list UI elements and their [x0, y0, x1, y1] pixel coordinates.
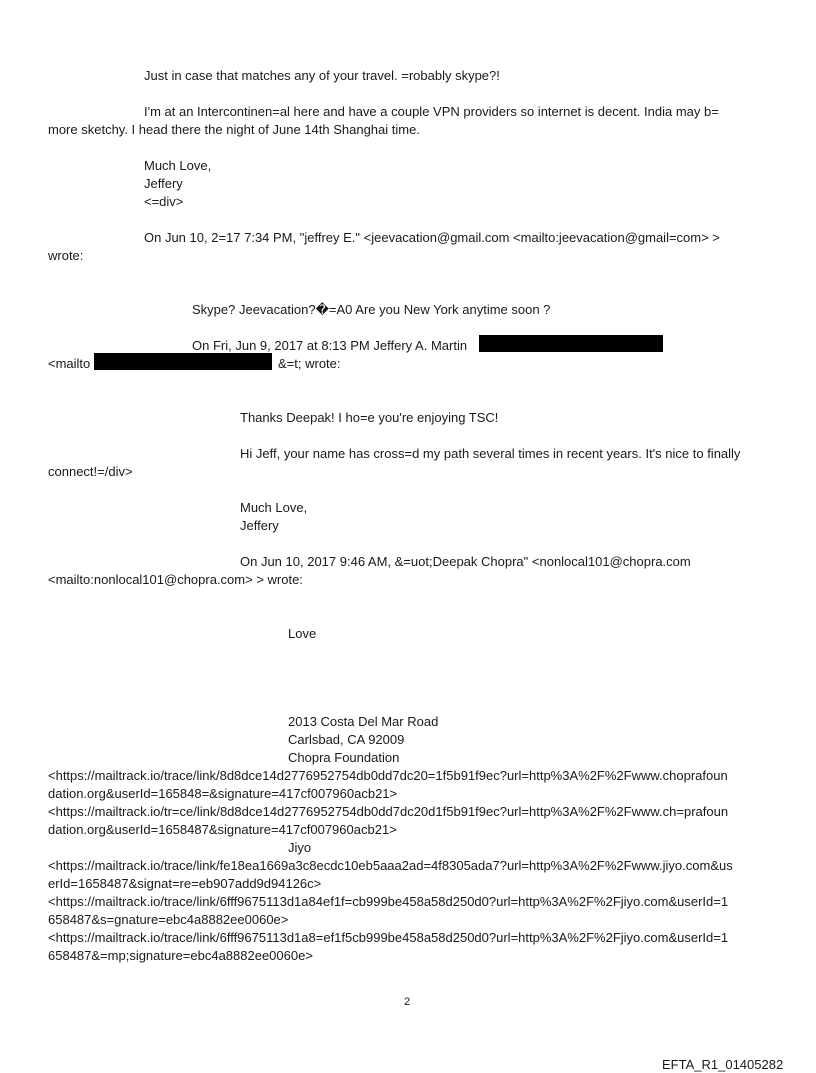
text-line: I'm at an Intercontinen=al here and have a couple VPN providers so internet is decent. India may b= [144, 104, 719, 119]
quote-header: On Jun 10, 2=17 7:34 PM, "jeffrey E." <jeevacation@gmail.com <mailto:jeevacation@gmail=com> > [144, 230, 720, 245]
text-line: more sketchy. I head there the night of June 14th Shanghai time. [48, 122, 420, 137]
text-line: wrote: [48, 248, 84, 263]
organization-name: Chopra Foundation [288, 750, 400, 765]
text-line: <=div> [144, 194, 184, 209]
page-number: 2 [404, 996, 411, 1008]
tracking-link: dation.org&userId=165848=&signature=417cf007960acb21> [48, 786, 398, 801]
quote-header: On Fri, Jun 9, 2017 at 8:13 PM Jeffery A. Martin [192, 338, 468, 353]
document-id: EFTA_R1_01405282 [662, 1057, 784, 1072]
text-line: Hi Jeff, your name has cross=d my path several times in recent years. It's nice to finally [240, 446, 741, 461]
tracking-link: <https://mailtrack.io/trace/link/8d8dce14d2776952754db0dd7dc20=1f5b91f9ec?url=http%3A%2F%2Fwww.choprafoun [48, 768, 728, 783]
tracking-link: 658487&=mp;signature=ebc4a8882ee0060e> [48, 948, 313, 963]
text-line: Skype? Jeevacation?�=A0 Are you New York anytime soon ? [192, 302, 551, 317]
text-line: Love [288, 626, 317, 641]
quote-header: On Jun 10, 2017 9:46 AM, &=uot;Deepak Chopra" <nonlocal101@chopra.com [240, 554, 691, 569]
text-line: Thanks Deepak! I ho=e you're enjoying TSC! [240, 410, 499, 425]
text-line: connect!=/div> [48, 464, 133, 479]
address-line: Carlsbad, CA 92009 [288, 732, 405, 747]
signature-name: Jeffery [144, 176, 183, 191]
tracking-link: <https://mailtrack.io/trace/link/6fff9675113d1a8=ef1f5cb999be458a58d250d0?url=http%3A%2F%2Fjiyo.com&userId=1 [48, 930, 729, 945]
text-line: &=t; wrote: [278, 356, 341, 371]
text-line: <mailto [48, 356, 91, 371]
organization-name: Jiyo [288, 840, 312, 855]
redaction-box [94, 353, 272, 370]
tracking-link: erId=1658487&signat=re=eb907add9d94126c> [48, 876, 322, 891]
tracking-link: dation.org&userId=1658487&signature=417cf007960acb21> [48, 822, 397, 837]
redaction-box [479, 335, 663, 352]
text-line: Just in case that matches any of your travel. =robably skype?! [144, 68, 500, 83]
tracking-link: 658487&s=gnature=ebc4a8882ee0060e> [48, 912, 289, 927]
tracking-link: <https://mailtrack.io/tr=ce/link/8d8dce14d2776952754db0dd7dc20d1f5b91f9ec?url=http%3A%2F%2Fwww.ch=prafoun [48, 804, 729, 819]
signoff: Much Love, [144, 158, 212, 173]
text-line: <mailto:nonlocal101@chopra.com> > wrote: [48, 572, 303, 587]
tracking-link: <https://mailtrack.io/trace/link/6fff9675113d1a84ef1f=cb999be458a58d250d0?url=http%3A%2F%2Fjiyo.com&userId=1 [48, 894, 729, 909]
signoff: Much Love, [240, 500, 308, 515]
address-line: 2013 Costa Del Mar Road [288, 714, 439, 729]
signature-name: Jeffery [240, 518, 279, 533]
tracking-link: <https://mailtrack.io/trace/link/fe18ea1669a3c8ecdc10eb5aaa2ad=4f8305ada7?url=http%3A%2F%2Fwww.jiyo.com&us [48, 858, 733, 873]
